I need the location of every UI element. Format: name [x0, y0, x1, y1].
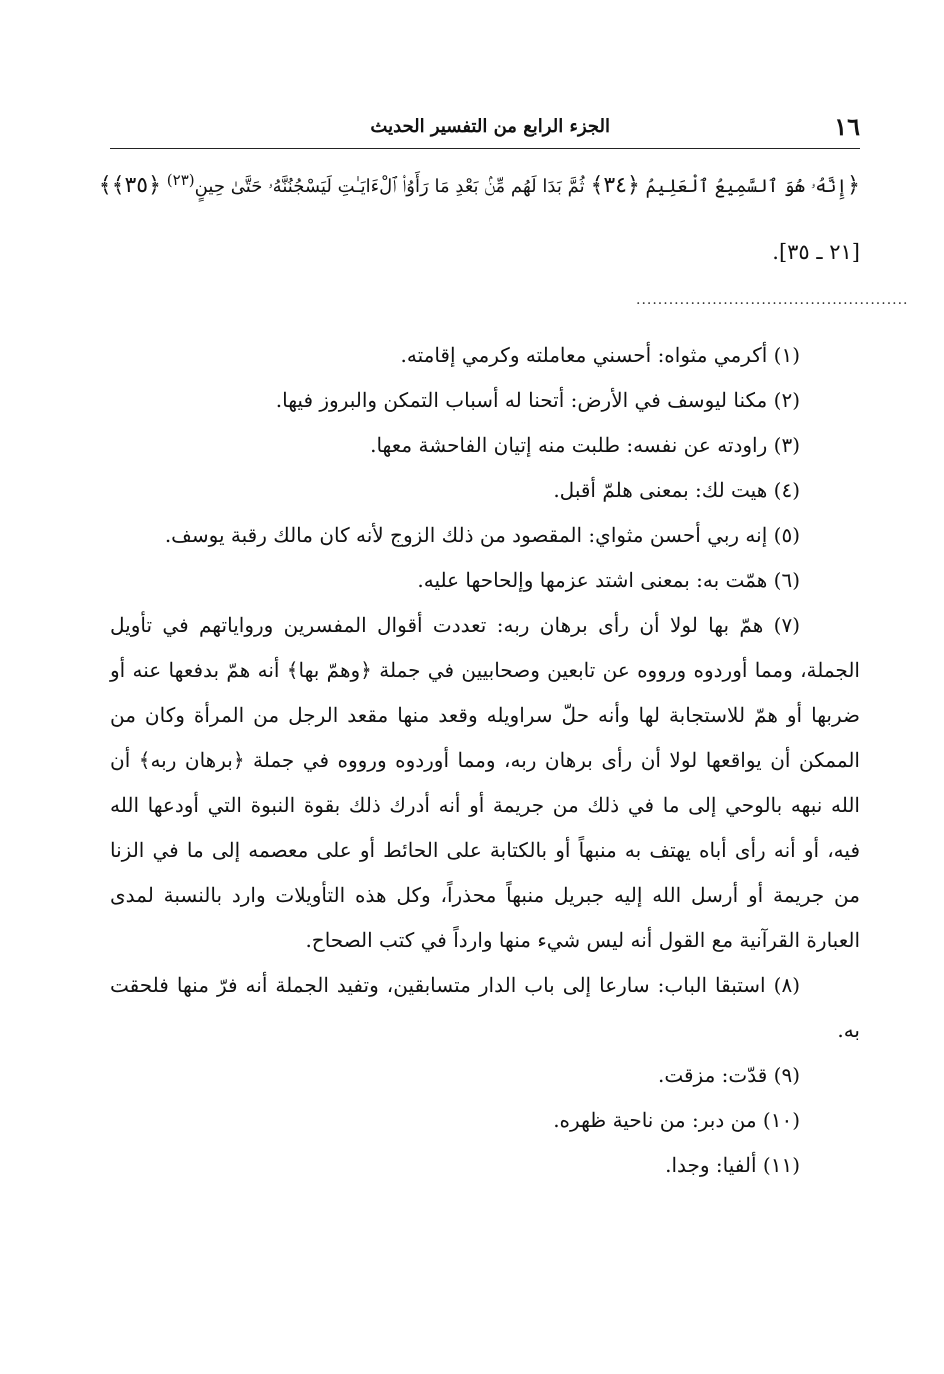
page-number: ١٦ — [834, 112, 860, 141]
verse-footnote-ref: (٢٣) — [166, 171, 195, 189]
footnotes — [110, 333, 860, 1188]
footnote-10: (١٠) من دبر: من ناحية ظهره. — [553, 1108, 800, 1132]
footnote-1: (١) أكرمي مثواه: أحسني معاملته وكرمي إقامته. — [400, 343, 800, 367]
verse-range: [٢١ ـ ٣٥]. — [772, 240, 860, 264]
footnote-separator: .................................................. — [636, 292, 909, 308]
footnote-6: (٦) همّت به: بمعنى اشتد عزمها وإلحاحها عليه. — [417, 568, 800, 592]
verse-marker-34: ﴿٣٤﴾ — [590, 173, 640, 199]
footnote-7: (٧) همّ بها لولا أن رأى برهان ربه: تعددت أقوال المفسرين ورواياتهم في تأويل الجملة، ومما أوردوه ورووه عن تابعين وصحابيين في جملة ﴿وهمّ بها﴾ أنه همّ بدفعها عنه أو ضربها أو همّ للاستجابة لها وأنه حلّ سراويله وقعد منها مقعد الرجل من المرأة وكان من الممكن أن يواقعها لولا أن رأى برهان ربه، ومما أوردوه ورووه في جملة ﴿برهان ربه﴾ أن الله نبهه بالوحي إلى ما في ذلك من جريمة أو أنه أدرك ذلك بقوة النبوة التي أودعها الله فيه، أو أنه رأى أباه يهتف به منبهاً أو بالكتابة على الحائط أو على معصمه إلى ما في الزنا من جريمة أو أرسل الله إليه جبريل منبهاً محذراً، وكل هذه التأويلات وارد بالنسبة لمدى العبارة القرآنية مع القول أنه ليس شيء منها وارداً في كتب الصحاح. — [110, 613, 861, 952]
footnote-4: (٤) هيت لك: بمعنى هلمّ أقبل. — [553, 478, 800, 502]
verse-close-bracket: ﴾ — [98, 173, 112, 199]
running-title: الجزء الرابع من التفسير الحديث — [370, 116, 610, 137]
verse-open-bracket: ﴿ — [847, 173, 860, 199]
footnote-3: (٣) راودته عن نفسه: طلبت منه إتيان الفاحشة معها. — [370, 433, 800, 457]
footnote-9: (٩) قدّت: مزقت. — [657, 1063, 800, 1087]
footnote-8: (٨) استبقا الباب: سارعا إلى باب الدار متسابقين، وتفيد الجملة أنه فرّ منها فلحقت به. — [110, 973, 860, 1042]
footnote-5: (٥) إنه ربي أحسن مثواي: المقصود من ذلك الزوج لأنه كان مالك رقبة يوسف. — [164, 523, 800, 547]
page-header — [110, 112, 860, 146]
footnote-2: (٢) مكنا ليوسف في الأرض: أتحنا له أسباب التمكن والبروز فيها. — [275, 388, 800, 412]
quran-verse — [98, 162, 860, 205]
verse-text-a: إِنَّهُۥ هُوَ ٱلسَّمِيعُ ٱلْعَلِيمُ — [645, 176, 848, 198]
verse-text-b: ثُمَّ بَدَا لَهُم مِّنۢ بَعْدِ مَا رَأَوُا۟ ٱلْءَايَـٰتِ لَيَسْجُنُنَّهُۥ حَتَّىٰ حِينٍ — [194, 176, 585, 198]
footnote-11: (١١) ألفيا: وجدا. — [665, 1153, 800, 1177]
verse-marker-35: ﴿٣٥﴾ — [111, 173, 161, 199]
header-rule — [110, 148, 860, 149]
